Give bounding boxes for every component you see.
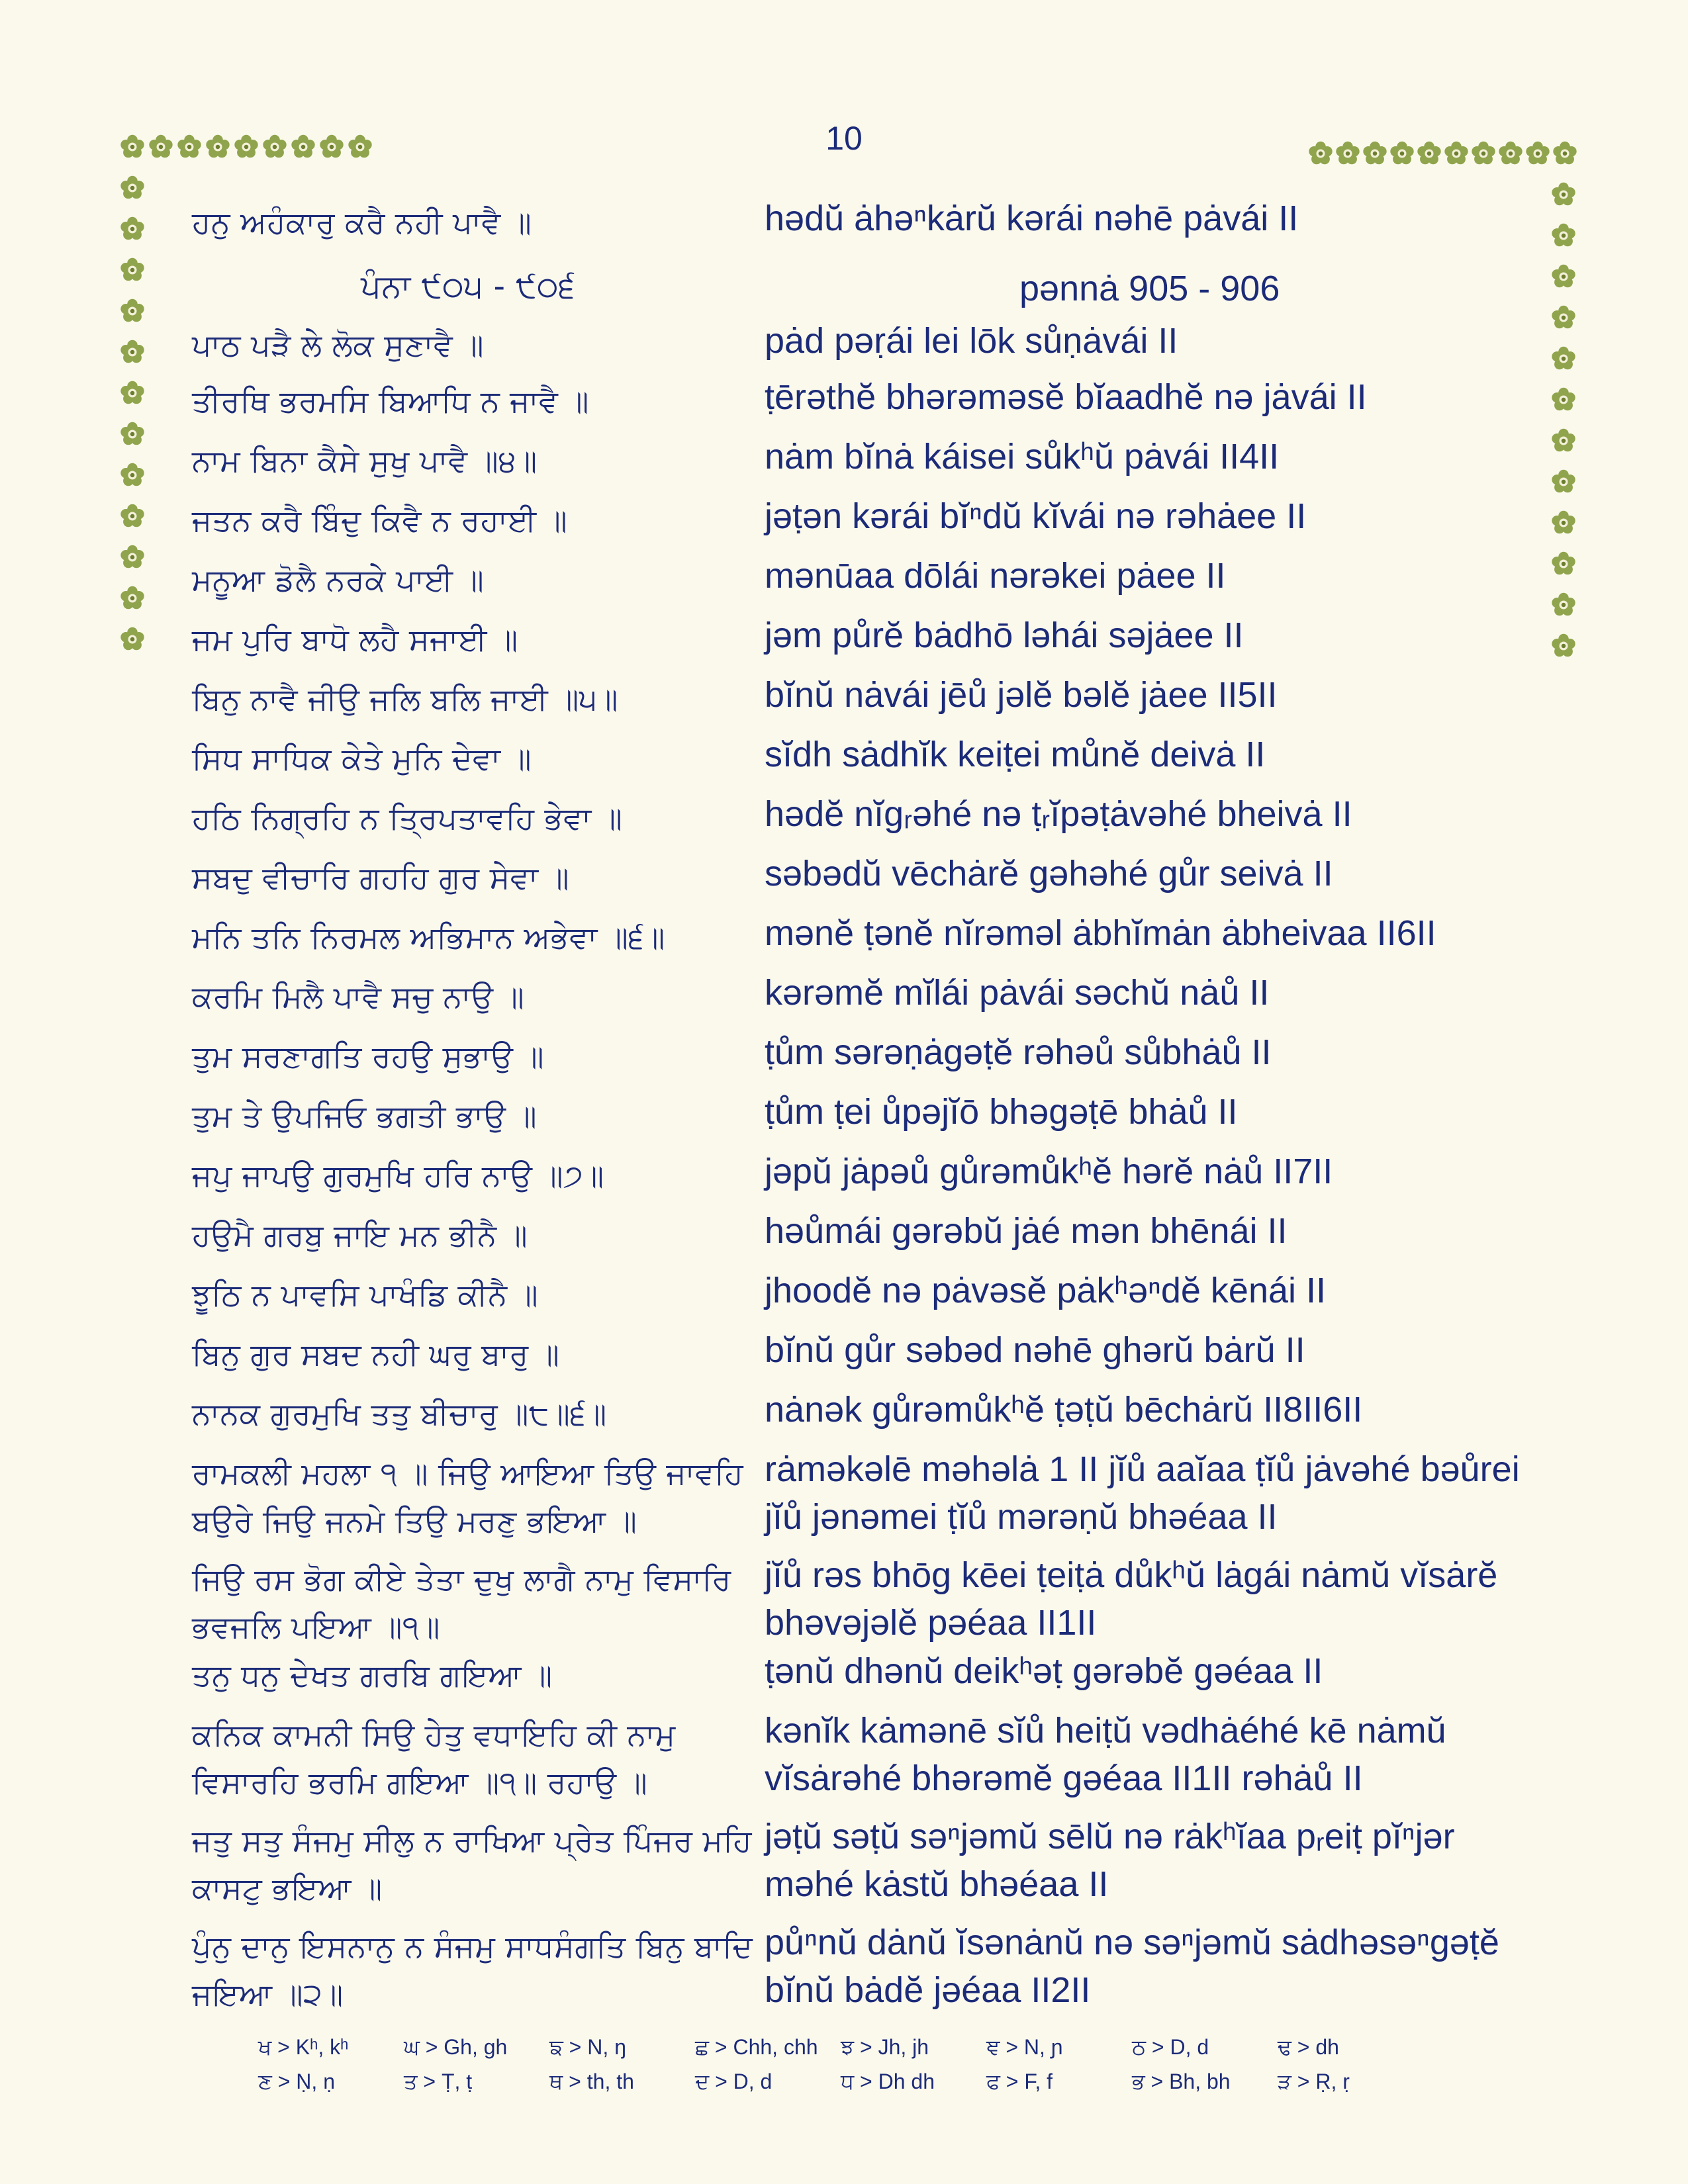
- flower-icon: [1552, 552, 1575, 574]
- legend-item: ੜ > Ṛ, ṛ: [1278, 2070, 1350, 2093]
- legend-item: ਖ > Kʰ, kʰ: [258, 2035, 349, 2059]
- verse-gurmukhi: ਜਪੁ ਜਾਪਉ ਗੁਰਮੁਖਿ ਹਰਿ ਨਾਉ ॥੭॥: [192, 1158, 604, 1193]
- flower-icon: [120, 258, 144, 281]
- verse-gurmukhi: ਕਨਿਕ ਕਾਮਨੀ ਸਿਉ ਹੇਤੁ ਵਧਾਇਹਿ ਕੀ ਨਾਮੁ: [192, 1717, 676, 1752]
- legend-item: ਙ > N, ŋ: [549, 2035, 626, 2059]
- verse-transliteration: vĭsȧrəhé bhərəmĕ gəéaa II1II rəhȧů II: [765, 1758, 1363, 1798]
- verse-transliteration: kərəmĕ mĭlái pȧvái səchŭ nȧů II: [765, 973, 1270, 1013]
- verse-gurmukhi: ਜਮ ਪੁਰਿ ਬਾਧੋ ਲਹੈ ਸਜਾਈ ॥: [192, 621, 518, 657]
- flower-icon: [120, 545, 144, 568]
- flower-icon: [120, 504, 144, 527]
- verse-gurmukhi: ਹਨੁ ਅਹੰਕਾਰੁ ਕਰੈ ਨਹੀ ਪਾਵੈ ॥: [192, 205, 532, 240]
- verse-transliteration: jəpŭ jȧpəů gůrəmůkʰĕ hərĕ nȧů II7II: [765, 1152, 1333, 1191]
- verse-transliteration: jĭů jənəmei ṭĭů mərəṇŭ bhəéaa II: [765, 1497, 1278, 1537]
- flower-icon: [1552, 265, 1575, 287]
- verse-gurmukhi: ਜਤੁ ਸਤੁ ਸੰਜਮੁ ਸੀਲੁ ਨ ਰਾਖਿਆ ਪ੍ਰੇਤ ਪਿੰਜਰ ਮਹਿ: [192, 1823, 752, 1858]
- verse-gurmukhi: ਤੀਰਥਿ ਭਰਮਸਿ ਬਿਆਧਿ ਨ ਜਾਵੈ ॥: [192, 383, 589, 419]
- verse-transliteration: jəm půrĕ bȧdhō ləhái səjȧee II: [765, 615, 1244, 655]
- flower-icon: [1552, 306, 1575, 328]
- verse-gurmukhi: ਮਨਿ ਤਨਿ ਨਿਰਮਲ ਅਭਿਮਾਨ ਅਭੇਵਾ ॥੬॥: [192, 919, 665, 955]
- legend-item: ਝ > Jh, jh: [841, 2035, 929, 2059]
- legend-item: ਧ > Dh dh: [841, 2070, 935, 2093]
- verse-transliteration: bhəvəjəlĕ pəéaa II1II: [765, 1603, 1097, 1643]
- legend-item: ਢ > dh: [1278, 2035, 1339, 2059]
- verse-transliteration: jəṭən kərái bĭⁿdŭ kĭvái nə rəhȧee II: [765, 496, 1307, 536]
- verse-gurmukhi: ਜਿਉ ਰਸ ਭੋਗ ਕੀਏ ਤੇਤਾ ਦੁਖੁ ਲਾਗੈ ਨਾਮੁ ਵਿਸਾਰਿ: [192, 1561, 731, 1597]
- flower-icon: [120, 299, 144, 322]
- legend-row: [258, 2035, 1423, 2070]
- verse-transliteration: jəṭŭ səṭŭ səⁿjəmŭ sēlŭ nə rȧkʰĭaa pᵣeiṭ pĭⁿjər: [765, 1817, 1455, 1856]
- legend-item: ਭ > Bh, bh: [1132, 2070, 1231, 2093]
- verse-gurmukhi: ਬਉਰੇ ਜਿਉ ਜਨਮੇ ਤਿਉ ਮਰਣੁ ਭਇਆ ॥: [192, 1503, 637, 1539]
- verse-transliteration: nȧnək gůrəmůkʰĕ ṭəṭŭ bēchȧrŭ II8II6II: [765, 1390, 1363, 1430]
- legend-item: ਛ > Chh, chh: [695, 2035, 818, 2059]
- verse-transliteration: məhé kȧstŭ bhəéaa II: [765, 1864, 1109, 1904]
- verse-gurmukhi: ਨਾਨਕ ਗੁਰਮੁਖਿ ਤਤੁ ਬੀਚਾਰੁ ॥੮॥੬॥: [192, 1396, 607, 1432]
- verse-transliteration: mənĕ ṭənĕ nĭrəməl ȧbhĭmȧn ȧbheivaa II6II: [765, 913, 1436, 953]
- flower-icon: [1552, 183, 1575, 205]
- verse-transliteration: sĭdh sȧdhĭk keiṭei můnĕ deivȧ II: [765, 735, 1266, 774]
- legend-item: ਦ > D, d: [695, 2070, 773, 2093]
- verse-transliteration: bĭnŭ bȧdĕ jəéaa II2II: [765, 1970, 1091, 2010]
- flower-icon: [120, 381, 144, 404]
- verse-gurmukhi: ਝੂਠਿ ਨ ਪਾਵਸਿ ਪਾਖੰਡਿ ਕੀਨੈ ॥: [192, 1277, 539, 1312]
- verse-transliteration: kənĭk kȧmənē sĭů heiṭŭ vədhȧéhé kē nȧmŭ: [765, 1711, 1446, 1751]
- verse-gurmukhi: ਕਰਮਿ ਮਿਲੈ ਪਾਵੈ ਸਚੁ ਨਾਉ ॥: [192, 979, 525, 1015]
- verse-transliteration: jĭů rəs bhōg kēei ṭeiṭȧ důkʰŭ lȧgái nȧmŭ vĭsȧrĕ: [765, 1555, 1498, 1595]
- verse-gurmukhi: ਤੁਮ ਸਰਣਾਗਤਿ ਰਹਉ ਸੁਭਾਉ ॥: [192, 1038, 544, 1074]
- verse-transliteration: həůmái gərəbŭ jȧé mən bhēnái II: [765, 1211, 1288, 1251]
- legend-item: ਣ > Ṇ, ṇ: [258, 2070, 335, 2093]
- verse-transliteration: nȧm bĭnȧ káisei sůkʰŭ pȧvái II4II: [765, 437, 1280, 477]
- verse-transliteration: jhoodĕ nə pȧvəsĕ pȧkʰəⁿdĕ kēnái II: [765, 1271, 1327, 1310]
- verse-gurmukhi: ਬਿਨੁ ਨਾਵੈ ਜੀਉ ਜਲਿ ਬਲਿ ਜਾਈ ॥੫॥: [192, 681, 618, 717]
- flower-icon: [1552, 470, 1575, 492]
- verse-gurmukhi: ਤਨੁ ਧਨੁ ਦੇਖਤ ਗਰਬਿ ਗਇਆ ॥: [192, 1657, 553, 1693]
- verse-gurmukhi: ਜਤਨ ਕਰੈ ਬਿੰਦੁ ਕਿਵੈ ਨ ਰਹਾਈ ॥: [192, 502, 568, 538]
- verse-transliteration: ṭům sərəṇȧgəṭĕ rəhəů sůbhȧů II: [765, 1032, 1272, 1072]
- legend-item: ਞ > N, ɲ: [986, 2035, 1063, 2059]
- verse-transliteration: bĭnŭ gůr səbəd nəhē ghərŭ bȧrŭ II: [765, 1330, 1305, 1370]
- verse-gurmukhi: ਸਬਦੁ ਵੀਚਾਰਿ ਗਹਹਿ ਗੁਰ ਸੇਵਾ ॥: [192, 860, 569, 895]
- verse-gurmukhi: ਤੁਮ ਤੇ ਉਪਜਿਓ ਭਗਤੀ ਭਾਉ ॥: [192, 1098, 538, 1134]
- verse-transliteration: hədĕ nĭgᵣəhé nə ṭᵣĭpəṭȧvəhé bheivȧ II: [765, 794, 1352, 834]
- legend-item: ਫ > F, f: [986, 2070, 1053, 2093]
- flower-icon: [120, 176, 144, 199]
- verse-gurmukhi: ਮਨੂਆ ਡੋਲੈ ਨਰਕੇ ਪਾਈ ॥: [192, 562, 485, 598]
- verse-gurmukhi: ਜਇਆ ॥੨॥: [192, 1976, 344, 2012]
- verse-gurmukhi: ਸਿਧ ਸਾਧਿਕ ਕੇਤੇ ਮੁਨਿ ਦੇਵਾ ॥: [192, 741, 532, 776]
- flower-icon: [120, 586, 144, 609]
- verse-transliteration: mənūaa dōlái nərəkei pȧee II: [765, 556, 1226, 596]
- flower-icon: [120, 340, 144, 363]
- verse-transliteration: bĭnŭ nȧvái jēů jəlĕ bəlĕ jȧee II5II: [765, 675, 1278, 715]
- flower-icon: [1552, 634, 1575, 657]
- verse-gurmukhi: ਵਿਸਾਰਹਿ ਭਰਮਿ ਗਇਆ ॥੧॥ ਰਹਾਉ ॥: [192, 1764, 648, 1800]
- flower-icon: [1552, 429, 1575, 451]
- legend-item: ਤ > Ṭ, ṭ: [404, 2070, 473, 2093]
- verse-transliteration: səbədŭ vēchȧrĕ gəhəhé gůr seivȧ II: [765, 854, 1333, 893]
- flower-icon: [1552, 347, 1575, 369]
- verse-transliteration: pȧd pəṛái lei lōk sůṇȧvái II: [765, 321, 1178, 361]
- transliteration-legend: [258, 2035, 1423, 2104]
- flower-icon: [120, 217, 144, 240]
- verse-transliteration: ṭənŭ dhənŭ deikʰəṭ gərəbĕ gəéaa II: [765, 1651, 1323, 1691]
- verse-gurmukhi: ਹਉਮੈ ਗਰਬੁ ਜਾਇ ਮਨ ਭੀਨੈ ॥: [192, 1217, 528, 1253]
- legend-row: [258, 2070, 1423, 2104]
- flower-icon: [120, 627, 144, 650]
- flower-icon: [1552, 593, 1575, 615]
- verse-gurmukhi: ਪੁੰਨੁ ਦਾਨੁ ਇਸਨਾਨੁ ਨ ਸੰਜਮੁ ਸਾਧਸੰਗਤਿ ਬਿਨੁ ਬਾਦਿ: [192, 1929, 753, 1964]
- flower-icon: [1552, 511, 1575, 533]
- verse-transliteration: ṭērəthĕ bhərəməsĕ bĭaadhĕ nə jȧvái II: [765, 377, 1367, 417]
- verse-gurmukhi: ਹਠਿ ਨਿਗ੍ਰਹਿ ਨ ਤ੍ਰਿਪਤਾਵਹਿ ਭੇਵਾ ॥: [192, 800, 623, 836]
- flower-icon: [120, 463, 144, 486]
- verse-transliteration: rȧməkəlē məhəlȧ 1 II jĭů aaĭaa ṭĭů jȧvəhé bəůrei: [765, 1449, 1520, 1489]
- section-header-gurmukhi: ਪੰਨਾ ੯੦੫ - ੯੦੬: [361, 268, 575, 305]
- verse-gurmukhi: ਭਵਜਲਿ ਪਇਆ ॥੧॥: [192, 1609, 440, 1645]
- verse-gurmukhi: ਨਾਮ ਬਿਨਾ ਕੈਸੇ ਸੁਖੁ ਪਾਵੈ ॥੪॥: [192, 443, 538, 478]
- page-number: 10: [825, 120, 863, 157]
- verse-gurmukhi: ਕਾਸਟੁ ਭਇਆ ॥: [192, 1870, 383, 1906]
- legend-item: ਥ > th, th: [549, 2070, 634, 2093]
- verse-gurmukhi: ਬਿਨੁ ਗੁਰ ਸਬਦ ਨਹੀ ਘਰੁ ਬਾਰੁ ॥: [192, 1336, 560, 1372]
- flower-icon: [1552, 224, 1575, 246]
- verse-transliteration: půⁿnŭ dȧnŭ ĭsənȧnŭ nə səⁿjəmŭ sȧdhəsəⁿgəṭĕ: [765, 1923, 1499, 1962]
- legend-item: ਘ > Gh, gh: [404, 2035, 508, 2059]
- flower-icon: [120, 422, 144, 445]
- verse-transliteration: ṭům ṭei ůpəjĭō bhəgəṭē bhȧů II: [765, 1092, 1238, 1132]
- legend-item: ਠ > D, d: [1132, 2035, 1209, 2059]
- verse-gurmukhi: ਪਾਠ ਪੜੈ ਲੇ ਲੋਕ ਸੁਣਾਵੈ ॥: [192, 327, 484, 363]
- verse-transliteration: hədŭ ȧhəⁿkȧrŭ kərái nəhē pȧvái II: [765, 199, 1299, 238]
- flower-icon: [1552, 388, 1575, 410]
- section-header-translit: pənnȧ 905 - 906: [1019, 269, 1280, 308]
- verse-gurmukhi: ਰਾਮਕਲੀ ਮਹਲਾ ੧ ॥ ਜਿਉ ਆਇਆ ਤਿਉ ਜਾਵਹਿ: [192, 1455, 744, 1491]
